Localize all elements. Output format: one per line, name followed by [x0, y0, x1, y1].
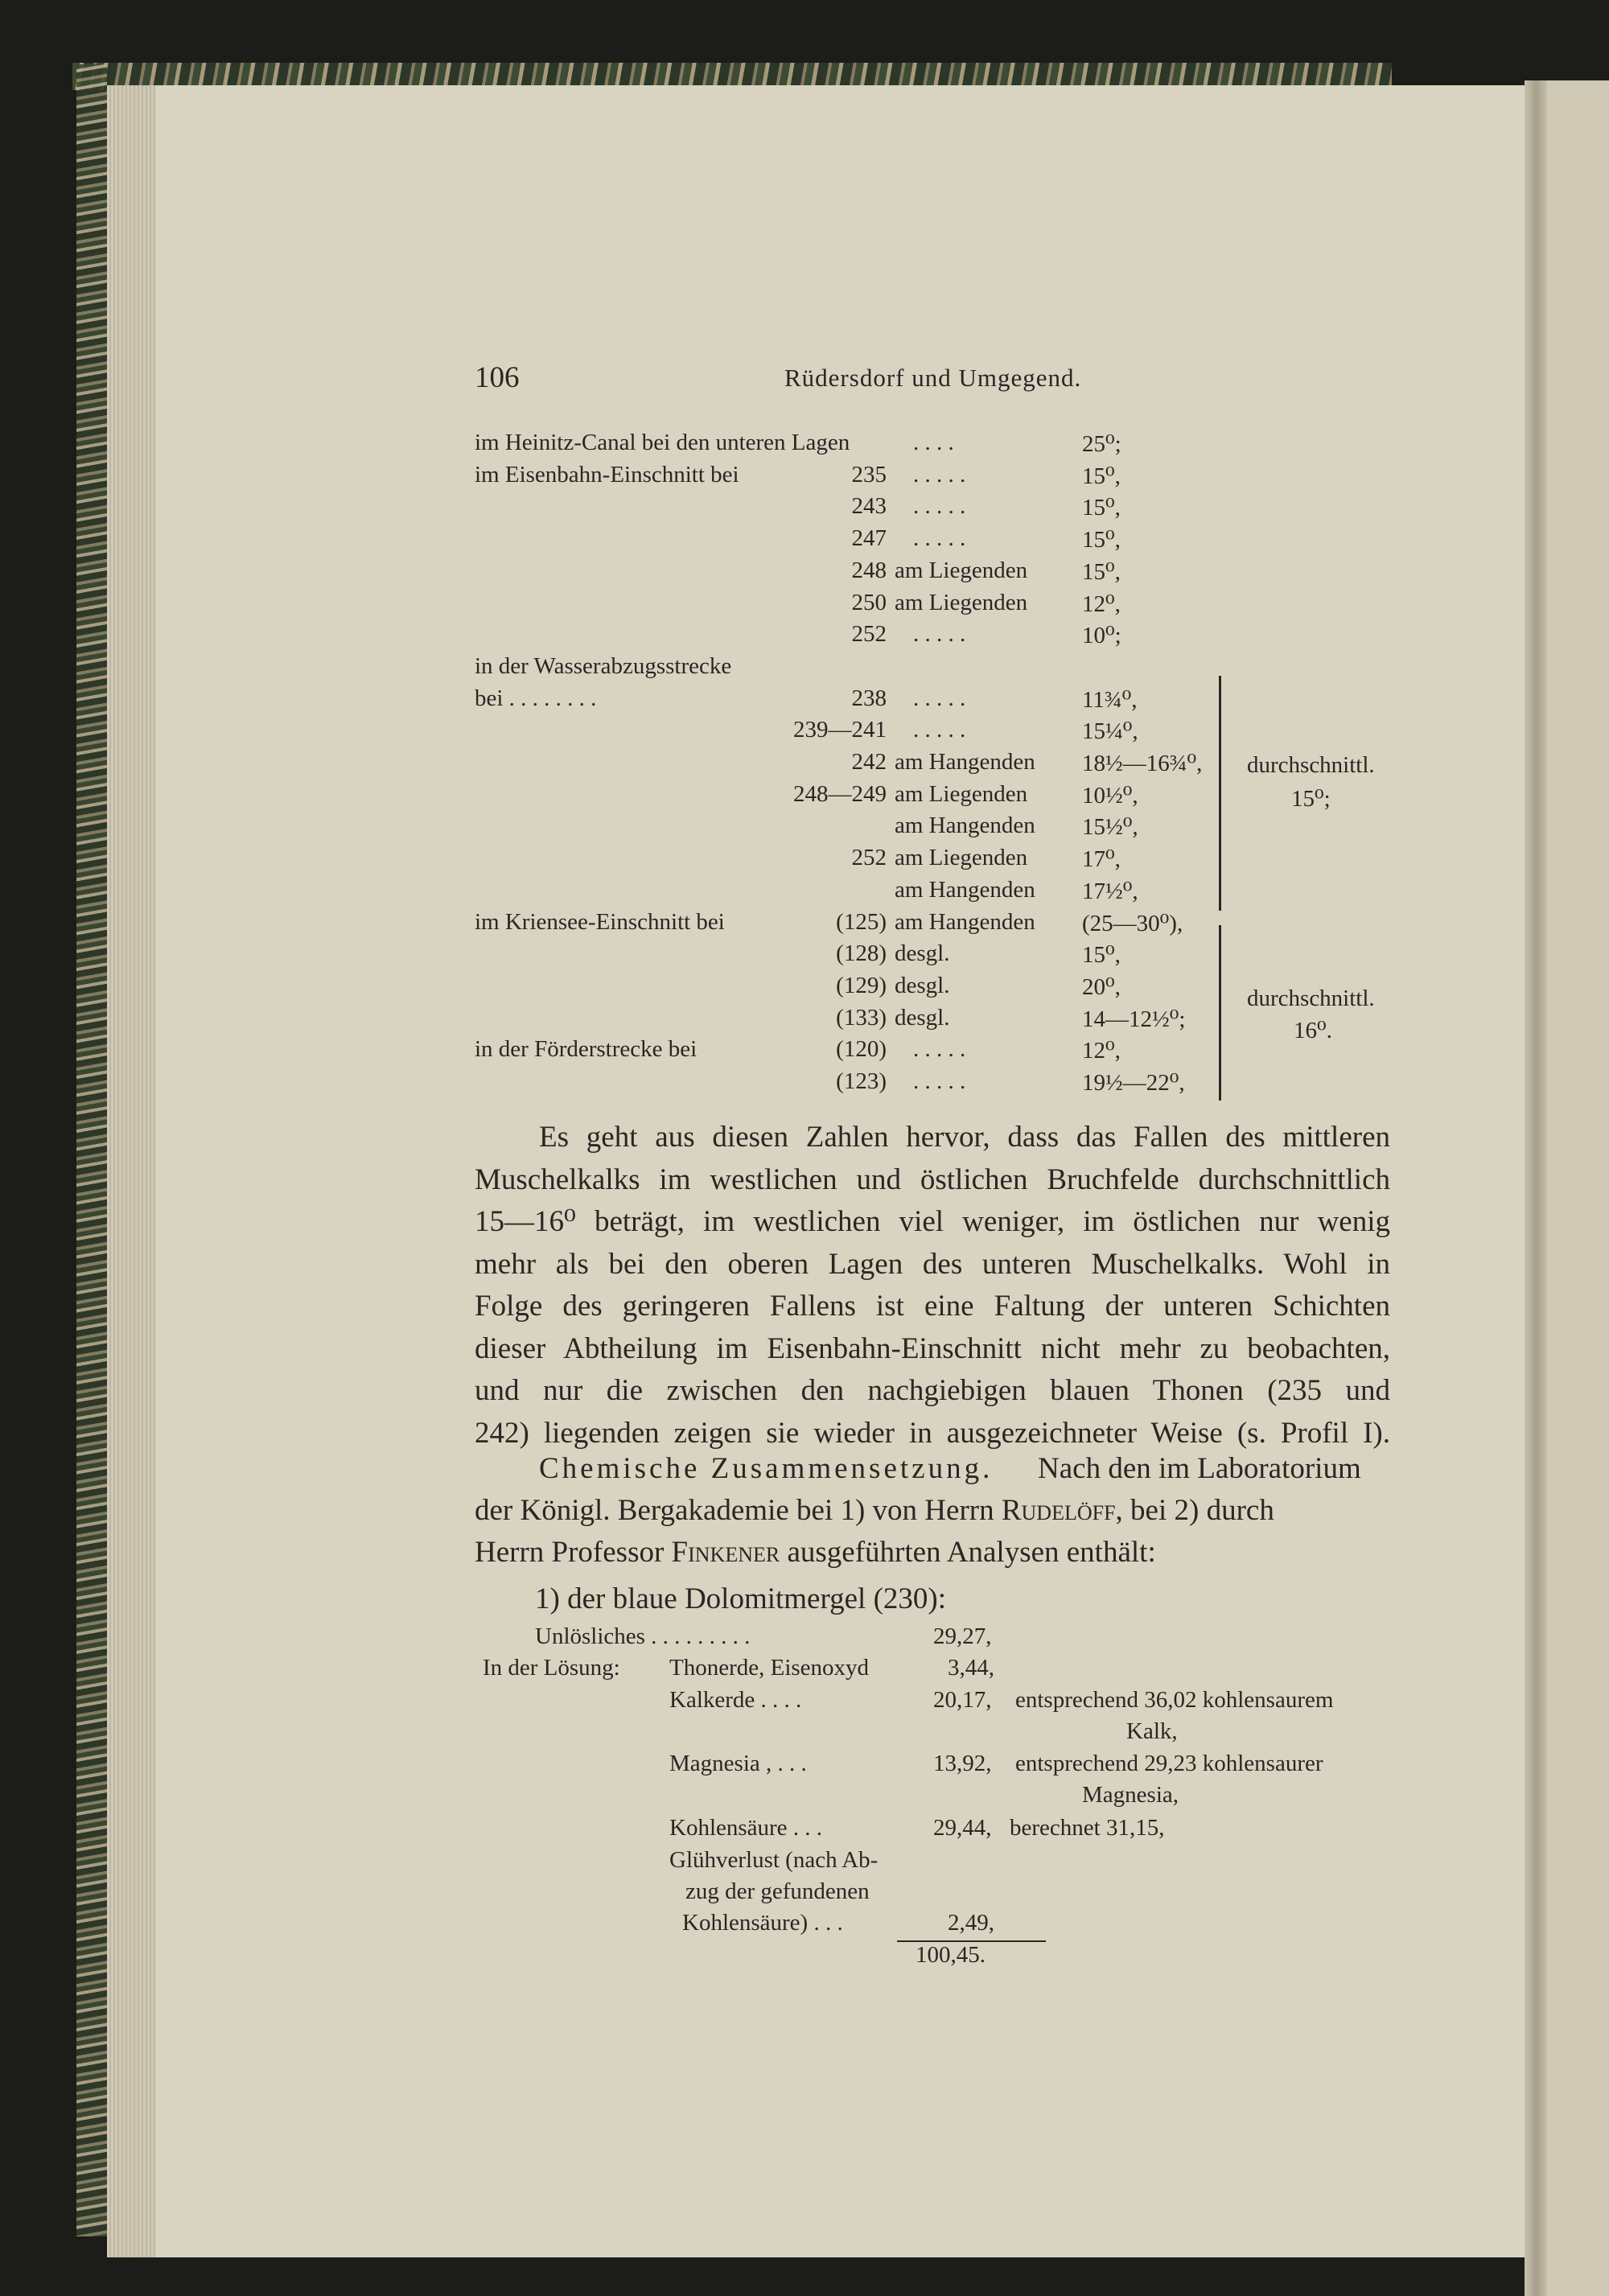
table-row-value: 15¼⁰,	[1082, 718, 1138, 745]
table-row-value: 15⁰,	[1082, 527, 1121, 553]
brace1-label-1: durchschnittl.	[1247, 752, 1375, 778]
section-heading-chemische: Chemische Zusammensetzung.	[539, 1452, 994, 1485]
paragraph-1-line: 15—16⁰ beträgt, im westlichen viel weniger, im östlichen nur wenig	[475, 1205, 1390, 1238]
table-row-number: 235	[851, 461, 887, 488]
table-row-value: 18½—16¾⁰,	[1082, 751, 1203, 776]
table-row-number: 239—241	[793, 717, 887, 743]
table-row-dots: . . . . .	[913, 493, 966, 520]
analysis-unloesliches-value: 29,27,	[933, 1623, 992, 1649]
brace-left-2	[1219, 925, 1221, 1101]
table-row-number: (120)	[836, 1036, 887, 1063]
table-row-number: 252	[851, 845, 887, 871]
table-row-position: am Hangenden	[895, 749, 1035, 775]
paragraph-1-line: Es geht aus diesen Zahlen hervor, dass das Fallen des mittleren	[539, 1121, 1390, 1154]
analysis-kohlensaeure-value: 29,44,	[933, 1815, 992, 1841]
paragraph-1-line: Folge des geringeren Fallens ist eine Faltung der unteren Schichten	[475, 1290, 1390, 1323]
analysis-magnesia-note-1: entsprechend 29,23 kohlensaurer	[1015, 1751, 1323, 1776]
table-row-value: 12⁰,	[1082, 1038, 1121, 1064]
table-row-value: 19½—22⁰,	[1082, 1070, 1185, 1096]
table-row-value: 11¾⁰,	[1082, 686, 1138, 713]
table-row-value: 25⁰;	[1082, 431, 1121, 457]
paragraph-1-line: Muschelkalks im westlichen und östlichen Bruchfelde durchschnittlich	[475, 1162, 1390, 1196]
table-row-number: 243	[851, 493, 887, 520]
table-row-label: im Eisenbahn-Einschnitt bei	[475, 461, 739, 488]
page-number: 106	[475, 361, 520, 394]
table-row-dots: . . . . .	[913, 525, 966, 552]
analysis-gluehverlust-1: Glühverlust (nach Ab-	[669, 1847, 879, 1873]
table-row-label: bei . . . . . . . .	[475, 685, 597, 711]
table-row-value: 15⁰,	[1082, 463, 1121, 489]
running-title: Rüdersdorf und Umgegend.	[784, 364, 1082, 392]
table-row-position: am Hangenden	[895, 908, 1035, 935]
table-row-number: 242	[851, 749, 887, 775]
paragraph-1-line: und nur die zwischen den nachgiebigen blauen Thonen (235 und	[475, 1374, 1390, 1407]
table-row-position: am Hangenden	[895, 876, 1035, 903]
table-row-number: 248	[851, 557, 887, 583]
table-row-number: 238	[851, 685, 887, 711]
table-row-label: im Kriensee-Einschnitt bei	[475, 908, 725, 935]
analysis-thonerde: Thonerde, Eisenoxyd	[669, 1655, 870, 1681]
table-row-dots: . . . . .	[913, 461, 966, 488]
table-row-value: 10½⁰,	[1082, 782, 1138, 809]
table-row-position: am Liegenden	[895, 589, 1028, 615]
paragraph-1-line: mehr als bei den oberen Lagen des unteren Muschelkalks. Wohl in	[475, 1247, 1390, 1281]
table-row-value: 12⁰,	[1082, 590, 1121, 617]
paragraph-1-line: dieser Abtheilung im Eisenbahn-Einschnitt nicht mehr zu beobachten,	[475, 1331, 1390, 1365]
table-row-value: 10⁰;	[1082, 623, 1121, 649]
table-row-position: desgl.	[895, 972, 950, 998]
analysis-kalkerde-value: 20,17,	[933, 1687, 992, 1713]
table-row-value: 14—12½⁰;	[1082, 1006, 1186, 1032]
table-row-position: am Hangenden	[895, 813, 1035, 839]
table-row-dots: . . . . .	[913, 717, 966, 743]
spine-edge-pattern	[76, 64, 107, 2236]
analysis-magnesia-note-2: Magnesia,	[1082, 1782, 1179, 1808]
table-row-dots: . . . . .	[913, 1068, 966, 1094]
page-stack-edge	[107, 85, 155, 2257]
table-row-dots: . . . . .	[913, 1036, 966, 1063]
table-row-number: 250	[851, 589, 887, 615]
table-row-position: am Liegenden	[895, 780, 1028, 807]
table-row-number: (128)	[836, 940, 887, 967]
table-row-value: 15½⁰,	[1082, 814, 1138, 841]
analysis-in-loesung: In der Lösung:	[483, 1655, 620, 1681]
table-row-number: 247	[851, 525, 887, 552]
analysis-kohlensaeure: Kohlensäure . . .	[669, 1815, 823, 1841]
analysis-gluehverlust-2: zug der gefundenen	[685, 1878, 870, 1904]
table-row-value: 17⁰,	[1082, 846, 1121, 873]
analysis-magnesia-value: 13,92,	[933, 1751, 992, 1776]
table-row-number: (129)	[836, 972, 887, 998]
brace2-label-2: 16⁰.	[1294, 1018, 1332, 1043]
table-row-position: desgl.	[895, 1004, 950, 1031]
table-row-dots: . . . . .	[913, 685, 966, 711]
paragraph-2-line-1: Nach den im Laboratorium	[1038, 1452, 1361, 1485]
table-row-number: (133)	[836, 1004, 887, 1031]
table-row-value: (25—30⁰),	[1082, 910, 1183, 936]
book-gutter	[1525, 80, 1547, 2296]
table-row-value: 20⁰,	[1082, 973, 1121, 1000]
analysis-unloesliches: Unlösliches . . . . . . . . .	[535, 1623, 751, 1649]
analysis-magnesia: Magnesia , . . .	[669, 1751, 807, 1776]
brace-left-1	[1219, 676, 1221, 911]
table-row-value: 15⁰,	[1082, 495, 1121, 521]
table-row-number: 248—249	[793, 780, 887, 807]
table-row-label: in der Wasserabzugsstrecke	[475, 652, 732, 679]
analysis-heading: 1) der blaue Dolomitmergel (230):	[535, 1582, 947, 1615]
paragraph-2-line-2: der Königl. Bergakademie bei 1) von Herrn Rudelöff, bei 2) durch	[475, 1494, 1274, 1527]
brace1-label-2: 15⁰;	[1291, 786, 1331, 812]
analysis-total: 100,45.	[916, 1942, 986, 1968]
table-row-dots: . . . .	[913, 430, 954, 455]
table-row-number: 252	[851, 621, 887, 648]
table-row-position: am Liegenden	[895, 845, 1028, 871]
brace2-label-1: durchschnittl.	[1247, 985, 1375, 1011]
person-name-rudeloff: Rudelöff	[1001, 1494, 1116, 1527]
table-row-value: 15⁰,	[1082, 558, 1121, 585]
table-row-dots: . . . . .	[913, 621, 966, 648]
table-row-position: am Liegenden	[895, 557, 1028, 583]
analysis-kalkerde-note-2: Kalk,	[1126, 1718, 1178, 1744]
table-row-number: (123)	[836, 1068, 887, 1094]
analysis-kalkerde: Kalkerde . . . .	[669, 1687, 802, 1713]
table-row-label: im Heinitz-Canal bei den unteren Lagen	[475, 430, 850, 455]
table-row-number: (125)	[836, 908, 887, 935]
person-name-finkener: Finkener	[671, 1536, 780, 1569]
paragraph-1-line: 242) liegenden zeigen sie wieder in ausgezeichneter Weise (s. Profil I).	[475, 1416, 1390, 1450]
table-row-value: 15⁰,	[1082, 942, 1121, 969]
analysis-kalkerde-note-1: entsprechend 36,02 kohlensaurem	[1015, 1687, 1334, 1713]
analysis-gluehverlust-value: 2,49,	[948, 1910, 994, 1936]
analysis-thonerde-value: 3,44,	[948, 1655, 994, 1681]
table-row-value: 17½⁰,	[1082, 878, 1138, 904]
paragraph-2-line-3: Herrn Professor Finkener ausgeführten Analysen enthält:	[475, 1536, 1156, 1569]
table-row-position: desgl.	[895, 940, 950, 967]
analysis-gluehverlust-3: Kohlensäure) . . .	[682, 1910, 843, 1936]
table-row-label: in der Förderstrecke bei	[475, 1036, 698, 1063]
analysis-kohlensaeure-note: berechnet 31,15,	[1010, 1815, 1165, 1841]
